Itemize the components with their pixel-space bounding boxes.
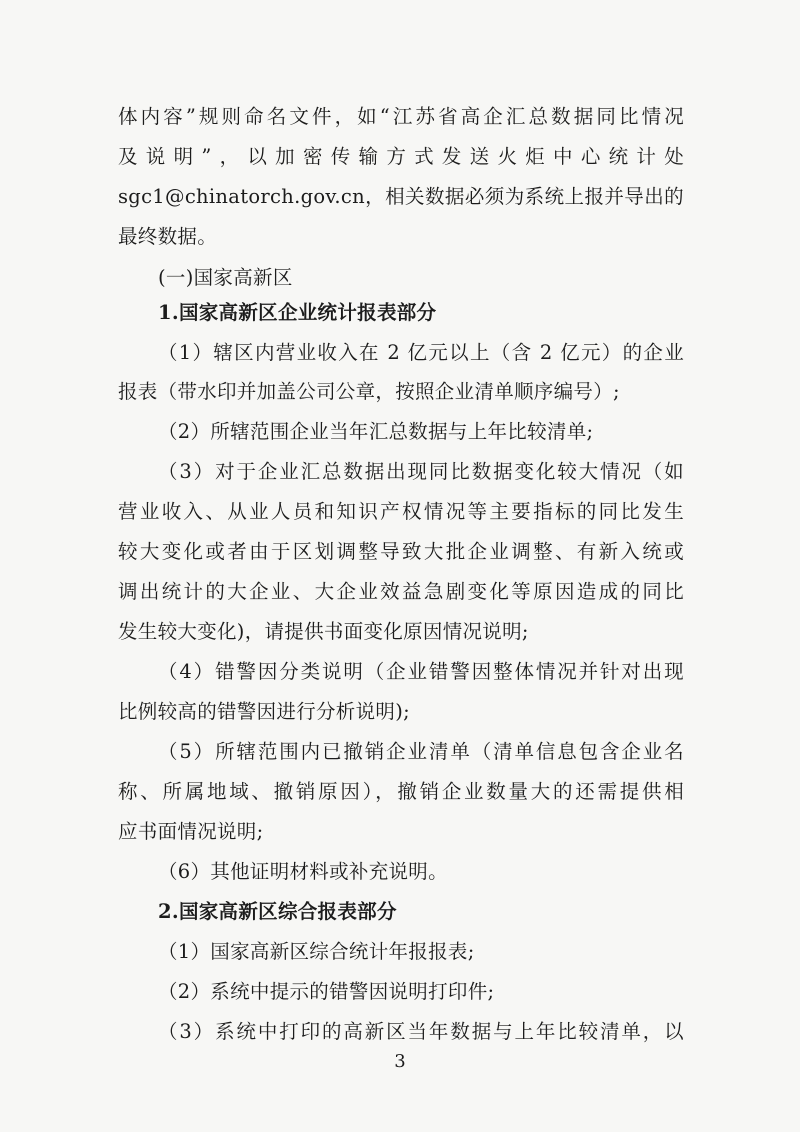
list-item-text: （3）对于企业汇总数据出现同比数据变化较大情况（如 <box>158 460 684 483</box>
list-item-text: （6）其他证明材料或补充说明。 <box>158 860 448 883</box>
list-item-text: 应书面情况说明; <box>118 820 264 843</box>
body-text-line: 体内容”规则命名文件，如“江苏省高企汇总数据同比情况 <box>118 105 684 128</box>
page-number: 3 <box>394 1051 406 1072</box>
list-item-text: 调出统计的大企业、大企业效益急剧变化等原因造成的同比 <box>118 580 684 603</box>
subsection-heading: 1.国家高新区企业统计报表部分 <box>158 301 437 324</box>
list-item-text: 报表（带水印并加盖公司公章，按照企业清单顺序编号）; <box>118 380 620 403</box>
subsection-heading: 2.国家高新区综合报表部分 <box>158 900 397 923</box>
list-item-text: （1）国家高新区综合统计年报报表; <box>158 940 475 963</box>
section-heading: (一)国家高新区 <box>158 266 293 289</box>
list-item-text: （1）辖区内营业收入在 2 亿元以上（含 2 亿元）的企业 <box>158 341 684 364</box>
body-text-line: sgc1@chinatorch.gov.cn，相关数据必须为系统上报并导出的 <box>118 185 684 208</box>
body-text-line: 最终数据。 <box>118 225 218 248</box>
list-item-text: （2）所辖范围企业当年汇总数据与上年比较清单; <box>158 420 594 443</box>
list-item-text: 发生较大变化)，请提供书面变化原因情况说明; <box>118 620 529 643</box>
list-item-text: （5）所辖范围内已撤销企业清单（清单信息包含企业名 <box>158 740 684 763</box>
list-item-text: 较大变化或者由于区划调整导致大批企业调整、有新入统或 <box>118 540 684 563</box>
list-item-text: （4）错警因分类说明（企业错警因整体情况并针对出现 <box>158 660 684 683</box>
list-item-text: （3）系统中打印的高新区当年数据与上年比较清单，以 <box>158 1020 684 1043</box>
body-text-line: 及说明”，以加密传输方式发送火炬中心统计处 <box>118 145 684 168</box>
list-item-text: 称、所属地域、撤销原因），撤销企业数量大的还需提供相 <box>118 780 684 803</box>
list-item-text: 营业收入、从业人员和知识产权情况等主要指标的同比发生 <box>118 500 684 523</box>
list-item-text: （2）系统中提示的错警因说明打印件; <box>158 980 495 1003</box>
list-item-text: 比例较高的错警因进行分析说明); <box>118 700 410 723</box>
